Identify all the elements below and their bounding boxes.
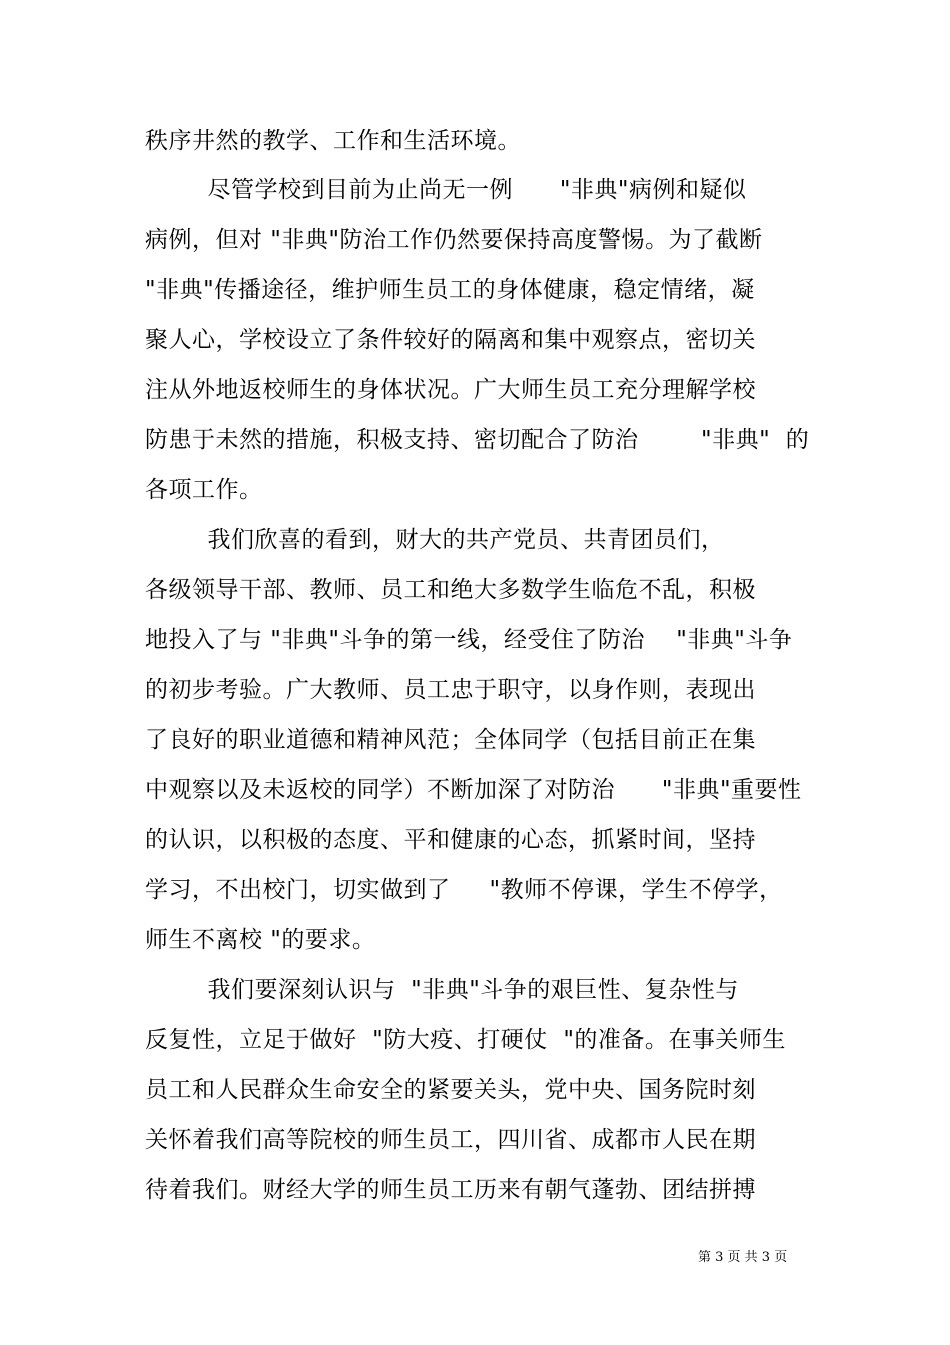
text-line: 尽管学校到目前为止尚无一例 "非典"病例和疑似 — [145, 177, 747, 203]
text-line: 病例，但对 "非典"防治工作仍然要保持高度警惕。为了截断 — [145, 227, 763, 253]
text-line: 反复性，立足于做好 "防大疫、打硬仗 "的准备。在事关师生 — [145, 1027, 786, 1053]
text-line: 地投入了与 "非典"斗争的第一线，经受住了防治 "非典"斗争 — [145, 627, 793, 653]
text-line: 各级领导干部、教师、员工和绝大多数学生临危不乱，积极 — [145, 577, 756, 603]
text-line: 待着我们。财经大学的师生员工历来有朝气蓬勃、团结拼搏 — [145, 1177, 756, 1203]
page-number-footer: 第 3 页 共 3 页 — [698, 1250, 788, 1265]
text-line: 的认识，以积极的态度、平和健康的心态，抓紧时间，坚持 — [145, 827, 756, 853]
text-line: 我们欣喜的看到，财大的共产党员、共青团员们， — [145, 527, 725, 553]
text-line: 学习，不出校门，切实做到了 "教师不停课，学生不停学， — [145, 877, 783, 903]
text-line: 防患于未然的措施，积极支持、密切配合了防治 "非典" 的 — [145, 427, 810, 453]
text-line: 员工和人民群众生命安全的紧要关头，党中央、国务院时刻 — [145, 1077, 756, 1103]
text-line: 秩序井然的教学、工作和生活环境。 — [145, 128, 521, 154]
text-line: 师生不离校 "的要求。 — [145, 927, 376, 953]
text-line: "非典"传播途径，维护师生员工的身体健康，稳定情绪，凝 — [145, 277, 755, 303]
text-line: 我们要深刻认识与 "非典"斗争的艰巨性、复杂性与 — [145, 977, 739, 1003]
text-line: 各项工作。 — [145, 477, 263, 503]
text-line: 的初步考验。广大教师、员工忠于职守，以身作则，表现出 — [145, 677, 756, 703]
text-line: 关怀着我们高等院校的师生员工，四川省、成都市人民在期 — [145, 1127, 756, 1153]
text-line: 注从外地返校师生的身体状况。广大师生员工充分理解学校 — [145, 377, 756, 403]
text-line: 中观察以及未返校的同学）不断加深了对防治 "非典"重要性 — [145, 777, 802, 803]
text-line: 聚人心，学校设立了条件较好的隔离和集中观察点，密切关 — [145, 327, 756, 353]
text-line: 了良好的职业道德和精神风范；全体同学（包括目前正在集 — [145, 727, 756, 753]
